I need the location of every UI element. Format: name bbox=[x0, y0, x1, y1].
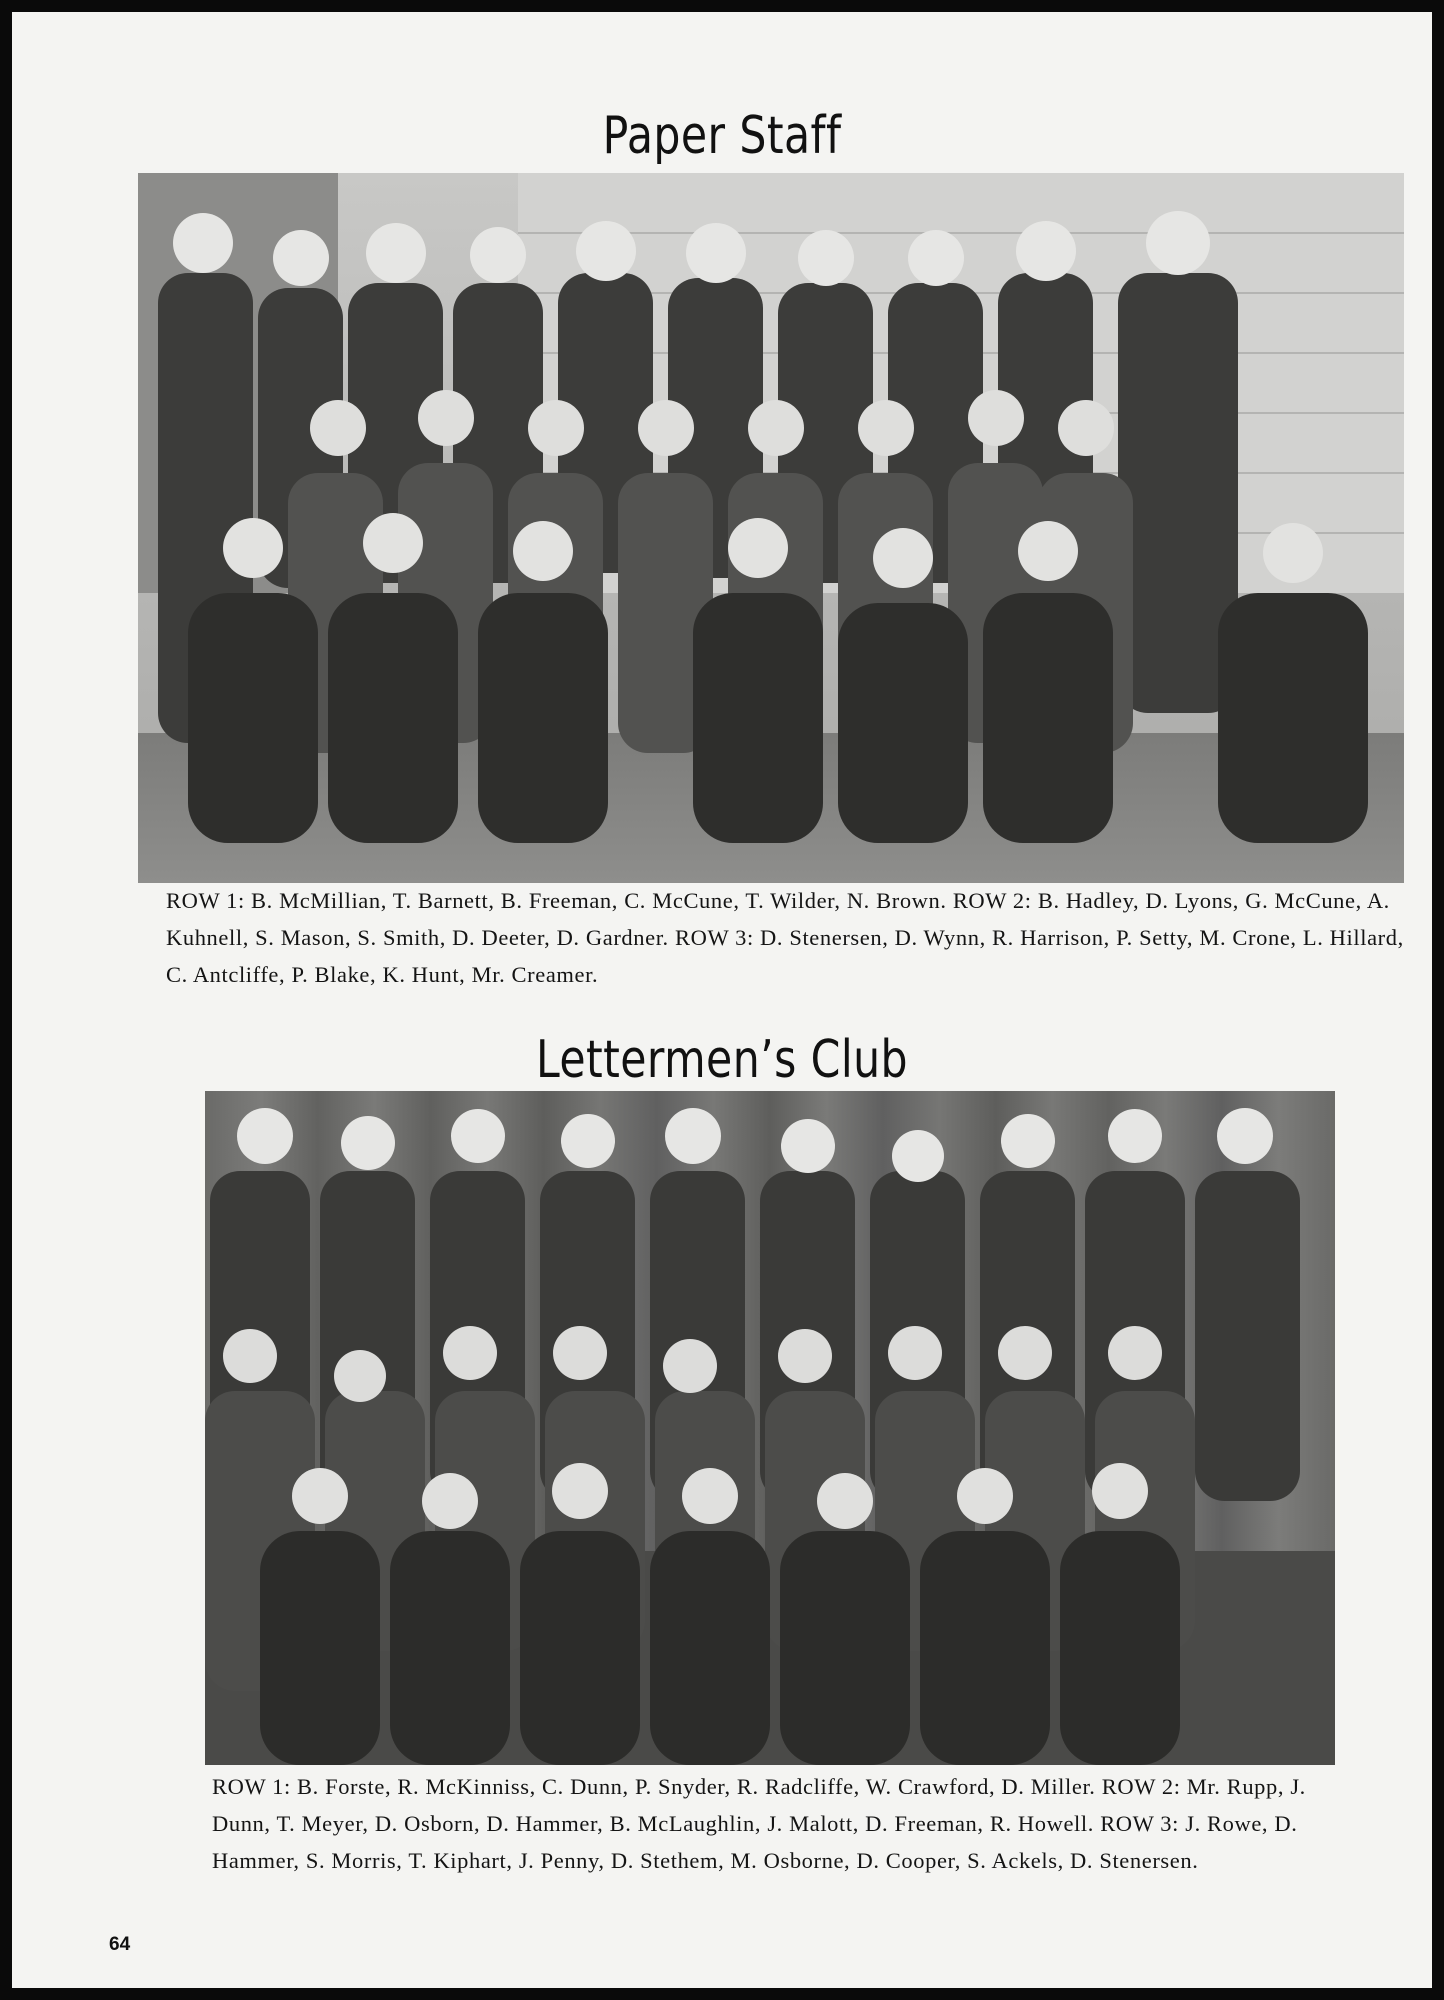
section-title-paper-staff: Paper Staff bbox=[602, 106, 842, 166]
yearbook-page bbox=[12, 12, 1432, 1988]
section-title-lettermens-club: Lettermen’s Club bbox=[535, 1030, 909, 1090]
page-number: 64 bbox=[109, 1934, 131, 1955]
paper-staff-photo-illustration bbox=[138, 173, 1404, 883]
paper-staff-group-photo bbox=[138, 173, 1404, 883]
lettermens-club-group-photo bbox=[205, 1091, 1335, 1765]
lettermens-club-caption: ROW 1: B. Forste, R. McKinniss, C. Dunn, P. Snyder, R. Radcliffe, W. Crawford, D. Miller. ROW 2: Mr. Rupp, J. Dunn, T. Meyer, D. Osborn, D. Hammer, B. McLaughlin, J. Malott, D. Freeman, R. Howell. ROW 3: J. Rowe, D. Hammer, S. Morris, T. Kiphart, J. Penny, D. Stethem, M. Osborne, D. Cooper, S. Ackels, D. Stenersen. bbox=[212, 1774, 1306, 1873]
paper-staff-caption: ROW 1: B. McMillian, T. Barnett, B. Freeman, C. McCune, T. Wilder, N. Brown. ROW 2: B. Hadley, D. Lyons, G. McCune, A. Kuhnell, S. Mason, S. Smith, D. Deeter, D. Gardner. ROW 3: D. Stenersen, D. Wynn, R. Harrison, P. Setty, M. Crone, L. Hillard, C. Antcliffe, P. Blake, K. Hunt, Mr. Creamer. bbox=[166, 888, 1404, 987]
lettermens-club-photo-illustration bbox=[205, 1091, 1335, 1765]
